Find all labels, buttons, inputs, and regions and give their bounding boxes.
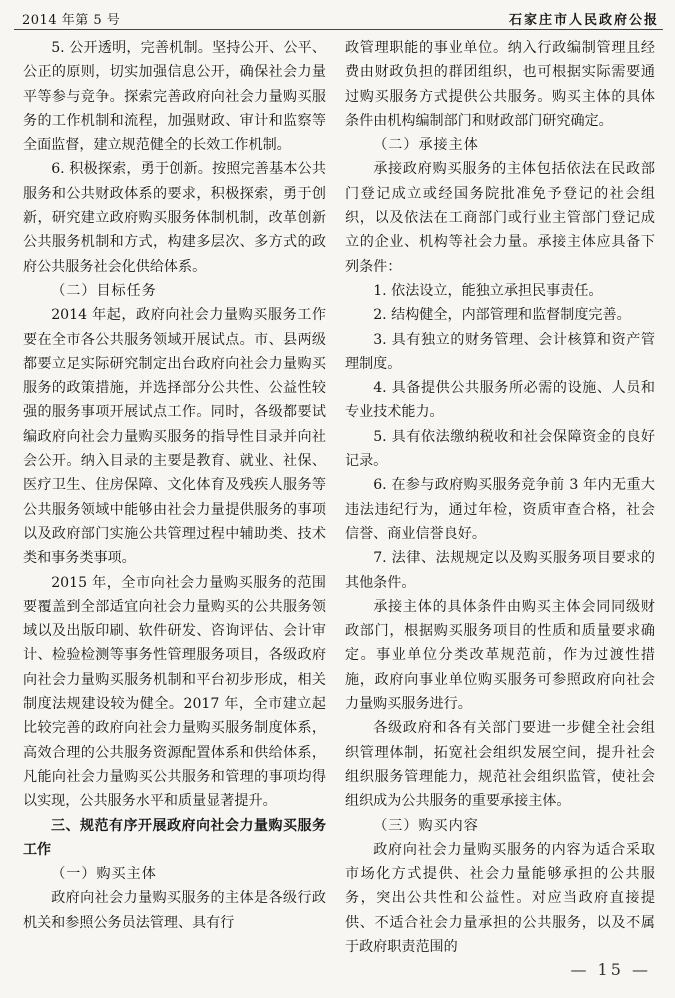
paragraph: 5. 具有依法缴纳税收和社会保障资金的良好记录。 [345,428,655,470]
subsection-heading: （二）承接主体 [373,137,479,154]
paragraph: 1. 依法设立，能独立承担民事责任。 [373,282,603,299]
issue-label: 2014 年第 5 号 [22,13,121,28]
subsection-heading: （三）购买内容 [373,817,479,834]
paragraph: 2. 结构健全，内部管理和监督制度完善。 [373,307,631,324]
header-divider [14,29,663,30]
paragraph: 7. 法律、法规规定以及购买服务项目要求的其他条件。 [345,550,655,591]
paragraph: 政府向社会力量购买服务的内容为适合采取市场化方式提供、社会力量能够承担的公共服务，突出公共性和公益性。对应当政府直接提供、不适合社会力量承担的公共服务，以及不属于政府职责范围的 [345,841,655,955]
paragraph: 4. 具备提供公共服务所必需的设施、人员和专业技术能力。 [345,380,655,421]
paragraph: 承接主体的具体条件由购买主体会同同级财政部门，根据购买服务项目的性质和质量要求确定。事业单位分类改革规范前，作为过渡性措施，政府向事业单位购买服务可参照政府向社会力量购买服务进行。 [345,598,655,713]
right-column [345,36,655,959]
paragraph: 2014 年起，政府向社会力量购买服务工作要在全市各公共服务领域开展试点。市、县两级都要立足实际研究制定出台政府向社会力量购买服务的政策措施，并选择部分公共性、公益性较强的服务事项开展试点工作。同时，各级都要试编政府向社会力量购买服务的指导性目录并向社会公开。纳入目录的主要是教育、就业、社保、医疗卫生、住房保障、文化体育及残疾人服务等公共服务领域中能够由社会力量提供服务的事项以及政府部门实施公共管理过程中辅助类、技术类和事务类事项。 [23,307,326,567]
subsection-heading: （二）目标任务 [51,282,157,299]
paragraph: 各级政府和各有关部门要进一步健全社会组织管理体制，拓宽社会组织发展空间，提升社会组织服务管理能力，规范社会组织监管，使社会组织成为公共服务的重要承接主体。 [345,720,655,810]
left-column [23,36,326,935]
publication-title: 石家庄市人民政府公报 [508,13,659,28]
paragraph-continued: 政管理职能的事业单位。纳入行政编制管理且经费由财政负担的群团组织，也可根据实际需要通过购买服务方式提供公共服务。购买主体的具体条件由机构编制部门和财政部门研究确定。 [345,40,655,129]
paragraph: 3. 具有独立的财务管理、会计核算和资产管理制度。 [345,331,655,372]
paragraph: 6. 在参与政府购买服务竞争前 3 年内无重大违法违纪行为，通过年检，资质审查合格，社会信誉、商业信誉良好。 [345,477,655,542]
page-number: — 15 — [570,960,651,979]
subsection-heading: （一）购买主体 [51,866,157,883]
paragraph: 政府向社会力量购买服务的主体是各级行政机关和参照公务员法管理、具有行 [23,890,326,931]
paragraph: 2015 年，全市向社会力量购买服务的范围要覆盖到全部适宜向社会力量购买的公共服务领域以及出版印刷、软件研发、咨询评估、会计审计、检验检测等事务性管理服务项目，各级政府向社会力量购买服务机制和平台初步形成，相关制度法规建设较为健全。2017 年，全市建立起比较完善的政府向社会力量购买服务制度体系，高效合理的公共服务资源配置体系和供给体系，凡能向社会力量购买公共服务和管理的事项均得以实现，公共服务水平和质量显著提升。 [23,574,326,810]
paragraph: 承接政府购买服务的主体包括依法在民政部门登记成立或经国务院批准免予登记的社会组织，以及依法在工商部门或行业主管部门登记成立的企业、机构等社会力量。承接主体应具备下列条件： [345,161,655,275]
page-header [0,0,675,30]
section-heading: 三、规范有序开展政府向社会力量购买服务工作 [23,817,326,858]
paragraph: 5. 公开透明，完善机制。坚持公开、公平、公正的原则，切实加强信息公开，确保社会力量平等参与竞争。探索完善政府向社会力量购买服务的工作机制和流程，加强财政、审计和监察等全面监督，建立规范健全的长效工作机制。 [23,40,326,154]
paragraph: 6. 积极探索，勇于创新。按照完善基本公共服务和公共财政体系的要求，积极探索，勇于创新，研究建立政府购买服务体制机制，改革创新公共服务机制和方式，构建多层次、多方式的政府公共服务社会化供给体系。 [23,161,326,275]
